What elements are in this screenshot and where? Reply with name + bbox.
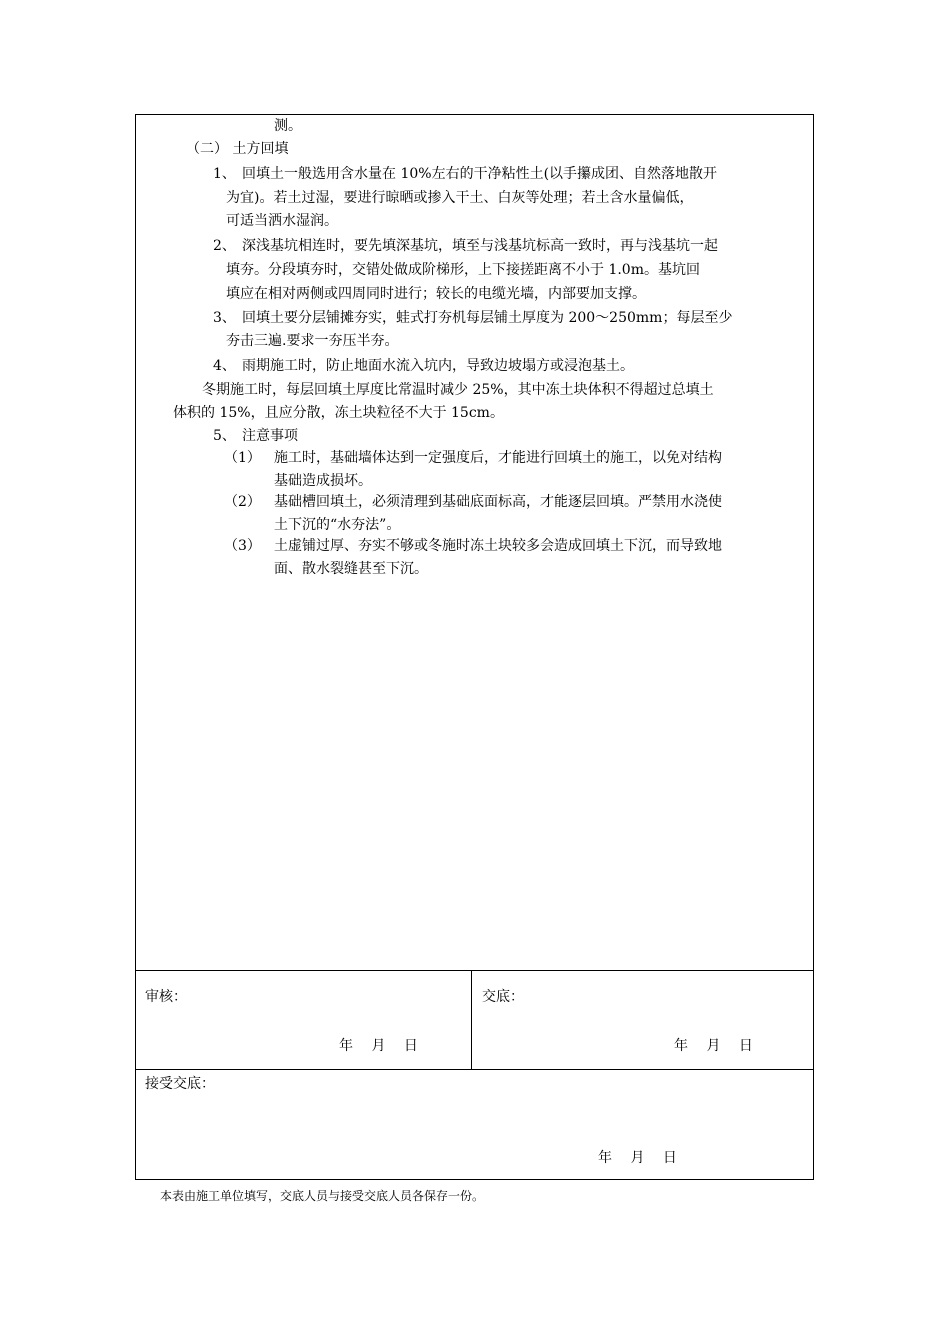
sub-item-number: （3）: [224, 538, 261, 554]
text-line: 测。: [274, 118, 302, 134]
item-number: 4、: [213, 358, 236, 374]
review-label: 审核：: [145, 989, 187, 1005]
text-line: 冬期施工时，每层回填土厚度比常温时减少 25%，其中冻土块体积不得超过总填土: [202, 382, 714, 398]
text-line: 施工时，基础墙体达到一定强度后，才能进行回填土的施工，以免对结构: [274, 450, 722, 466]
text-line: 体积的 15%，且应分散，冻土块粒径不大于 15cm。: [173, 405, 504, 421]
item-number: 1、: [213, 166, 236, 182]
text-line: 夯击三遍.要求一夯压半夯。: [226, 333, 399, 349]
sub-item-number: （2）: [224, 494, 261, 510]
text-line: 为宜)。若土过湿，要进行晾晒或掺入干土、白灰等处理；若土含水量偏低，: [226, 190, 694, 206]
content-area: [136, 115, 813, 970]
footnote: 本表由施工单位填写，交底人员与接受交底人员各保存一份。: [160, 1189, 485, 1203]
text-line: 基础造成损坏。: [274, 473, 372, 489]
text-line: 雨期施工时，防止地面水流入坑内，导致边坡塌方或浸泡基土。: [242, 358, 634, 374]
text-line: 深浅基坑相连时，要先填深基坑，填至与浅基坑标高一致时，再与浅基坑一起: [242, 238, 718, 254]
accept-label: 接受交底：: [145, 1076, 215, 1092]
text-line: 填应在相对两侧或四周同时进行；较长的电缆光墙，内部要加支撑。: [226, 286, 646, 302]
text-line: 土虚铺过厚、夯实不够或冬施时冻土块较多会造成回填土下沉，而导致地: [274, 538, 722, 554]
item-number: 3、: [213, 310, 236, 326]
text-line: 可适当洒水湿润。: [226, 213, 338, 229]
divider: [136, 1069, 813, 1070]
review-date: 年 月 日: [339, 1038, 418, 1054]
handover-date: 年 月 日: [674, 1038, 753, 1054]
text-line: 土下沉的“水夯法”。: [274, 517, 401, 533]
divider: [471, 970, 472, 1069]
handover-label: 交底：: [482, 989, 524, 1005]
text-line: 注意事项: [242, 428, 298, 444]
section-heading: （二） 土方回填: [186, 141, 289, 157]
text-line: 面、散水裂缝甚至下沉。: [274, 561, 428, 577]
text-line: 填夯。分段填夯时，交错处做成阶梯形，上下接搓距离不小于 1.0m。基坑回: [226, 262, 700, 278]
item-number: 2、: [213, 238, 236, 254]
sub-item-number: （1）: [224, 450, 261, 466]
divider: [136, 970, 813, 971]
disclosure-form: [135, 114, 814, 1180]
text-line: 回填土要分层铺摊夯实，蛙式打夯机每层铺土厚度为 200～250mm；每层至少: [242, 310, 733, 326]
item-number: 5、: [213, 428, 236, 444]
text-line: 回填土一般选用含水量在 10%左右的干净粘性土(以手攥成团、自然落地散开: [242, 166, 718, 182]
accept-date: 年 月 日: [598, 1150, 677, 1166]
text-line: 基础槽回填土，必须清理到基础底面标高，才能逐层回填。严禁用水浇使: [274, 494, 722, 510]
